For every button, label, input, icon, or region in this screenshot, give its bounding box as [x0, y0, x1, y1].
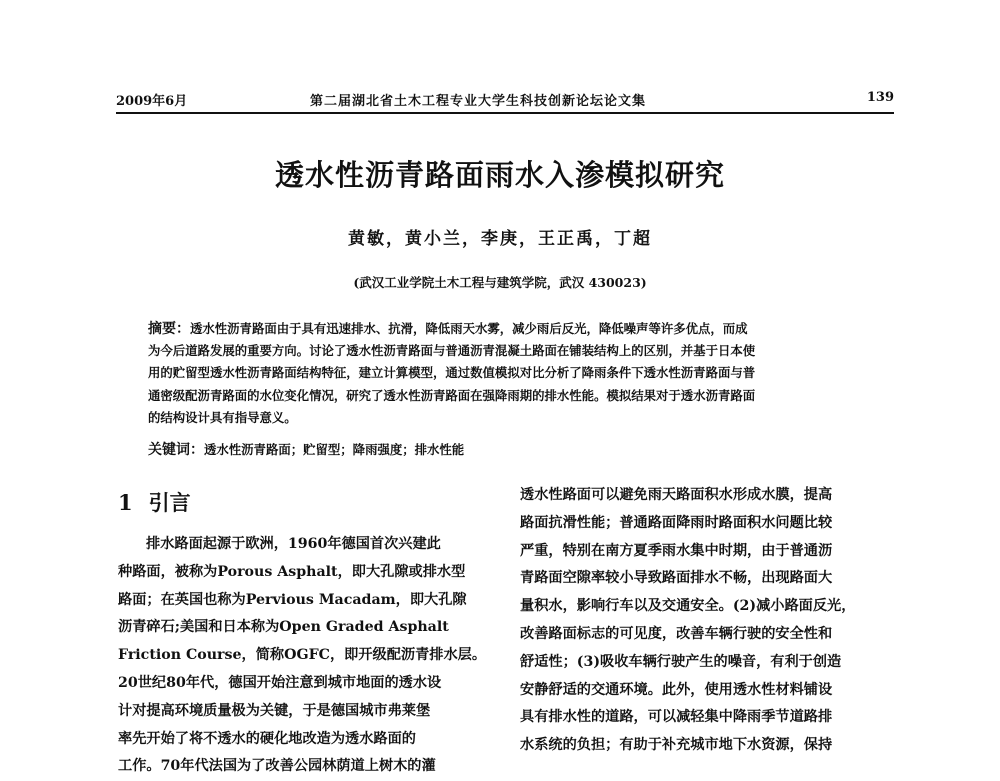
keywords-text: 透水性沥青路面；贮留型；降雨强度；排水性能	[204, 442, 465, 457]
author-list: 黄敏，黄小兰，李庚，王正禹，丁超	[348, 229, 652, 249]
body-line: 青路面空隙率较小导致路面排水不畅，出现路面大	[520, 570, 833, 587]
section-number: 1	[118, 490, 133, 515]
header-date: 2009年6月	[116, 94, 188, 109]
body-line: 严重，特别在南方夏季雨水集中时期，由于普通沥	[520, 542, 833, 559]
header-page-number: 139	[866, 90, 894, 105]
body-line: 具有排水性的道路，可以减轻集中降雨季节道路排	[520, 709, 833, 726]
keywords	[148, 439, 868, 459]
header-journal-title: 第二届湖北省土木工程专业大学生科技创新论坛论文集	[310, 94, 647, 109]
running-header	[116, 90, 894, 114]
abstract-line: 通密级配沥青路面的水位变化情况，研究了透水性沥青路面在强降雨期的排水性能。模拟结果对于透水沥青路面	[148, 387, 756, 403]
body-line: 水系统的负担；有助于补充城市地下水资源，保持	[520, 737, 833, 754]
abstract-label: 摘要：	[148, 321, 190, 337]
left-column	[118, 531, 490, 781]
paper-title: 透水性沥青路面雨水入渗模拟研究	[274, 158, 725, 192]
body-line: 安静舒适的交通环境。此外，使用透水性材料铺设	[520, 681, 833, 698]
body-line: 沥青碎石;美国和日本称为Open Graded Asphalt	[118, 619, 449, 636]
body-line: 排水路面起源于欧洲，1960年德国首次兴建此	[146, 536, 441, 552]
section-heading	[118, 487, 191, 517]
abstract-line: 的结构设计具有指导意义。	[148, 409, 297, 425]
keywords-label: 关键词：	[148, 442, 204, 458]
body-line: 种路面，被称为Porous Asphalt，即大孔隙或排水型	[118, 563, 466, 580]
body-line: 量积水，影响行车以及交通安全。(2)减小路面反光，	[520, 598, 856, 615]
abstract-line: 摘要：透水性沥青路面由于具有迅速排水、抗滑，降低雨天水雾，减少雨后反光，降低噪声等许多优点，而成	[148, 321, 748, 337]
body-line: 透水性路面可以避免雨天路面积水形成水膜，提高	[520, 487, 833, 503]
abstract-line: 用的贮留型透水性沥青路面结构特征，建立计算模型，通过数值模拟对比分析了降雨条件下透水性沥青路面与普	[148, 365, 756, 381]
section-title: 引言	[148, 490, 191, 515]
right-column	[520, 482, 894, 760]
body-line: 工作。70年代法国为了改善公园林荫道上树木的灌	[118, 758, 436, 775]
body-line: 改善路面标志的可见度，改善车辆行驶的安全性和	[520, 625, 833, 642]
body-line: 路面抗滑性能；普通路面降雨时路面积水问题比较	[520, 514, 833, 531]
affiliation: (武汉工业学院土木工程与建筑学院，武汉 430023)	[353, 275, 647, 290]
body-line: 20世纪80年代，德国开始注意到城市地面的透水设	[118, 674, 442, 691]
body-line: 舒适性；(3)吸收车辆行驶产生的噪音，有利于创造	[520, 653, 842, 670]
body-line: 计对提高环境质量极为关键，于是德国城市弗莱堡	[118, 702, 431, 719]
body-line: 路面；在英国也称为Pervious Macadam，即大孔隙	[118, 591, 467, 608]
body-line: Friction Course，简称OGFC，即开级配沥青排水层。	[118, 647, 487, 664]
abstract-line: 为今后道路发展的重要方向。讨论了透水性沥青路面与普通沥青混凝土路面在铺装结构上的区别，并基于日本使	[148, 343, 756, 359]
abstract	[148, 318, 868, 429]
body-line: 率先开始了将不透水的硬化地改造为透水路面的	[118, 730, 416, 747]
